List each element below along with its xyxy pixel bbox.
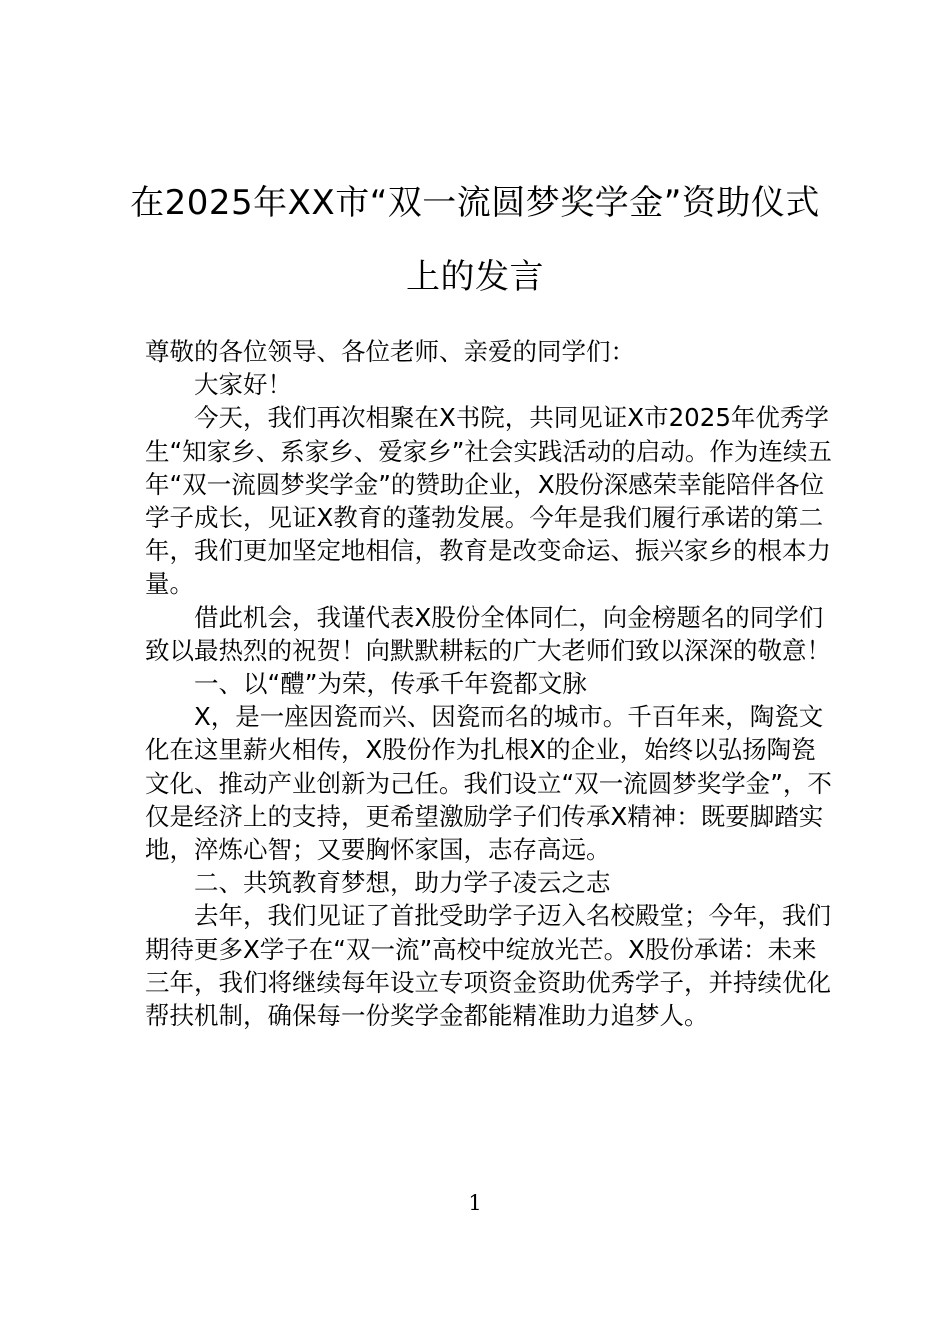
section-heading-2: 二、共筑教育梦想，助力学子凌云之志: [194, 868, 611, 898]
paragraph-section-1: X，是一座因瓷而兴、因瓷而名的城市。千百年来，陶瓷文化在这里薪火相传，X股份作为扎根X的企业，始终以弘扬陶瓷文化、推动产业创新为己任。我们设立“双一流圆梦奖学金”，不仅是经济上的支持，更希望激励学子们传承X精神：既要脚踏实地，淬炼心智；又要胸怀家国，志存高远。: [145, 702, 832, 865]
paragraph-intro: 今天，我们再次相聚在X书院，共同见证X市2025年优秀学生“知家乡、系家乡、爱家乡”社会实践活动的启动。作为连续五年“双一流圆梦奖学金”的赞助企业，X股份深感荣幸能陪伴各位学子成长，见证X教育的蓬勃发展。今年是我们履行承诺的第二年，我们更加坚定地相信，教育是改变命运、振兴家乡的根本力量。: [145, 403, 832, 599]
document-title: 在2025年XX市“双一流圆梦奖学金”资助仪式上的发言: [130, 183, 820, 297]
paragraph-congratulations: 借此机会，我谨代表X股份全体同仁，向金榜题名的同学们致以最热烈的祝贺！向默默耕耘的广大老师们致以深深的敬意！: [145, 602, 831, 665]
salutation: 尊敬的各位领导、各位老师、亲爱的同学们：: [145, 337, 635, 366]
document-body: [145, 335, 835, 1032]
paragraph-greeting: 大家好！: [194, 370, 292, 400]
section-heading-1: 一、以“醴”为荣，传承千年瓷都文脉: [194, 669, 587, 699]
page-number: 1: [468, 1191, 482, 1215]
paragraph-section-2: 去年，我们见证了首批受助学子迈入名校殿堂；今年，我们期待更多X学子在“双一流”高校中绽放光芒。X股份承诺：未来三年，我们将继续每年设立专项资金资助优秀学子，并持续优化帮扶机制，确保每一份奖学金都能精准助力追梦人。: [145, 901, 831, 1031]
